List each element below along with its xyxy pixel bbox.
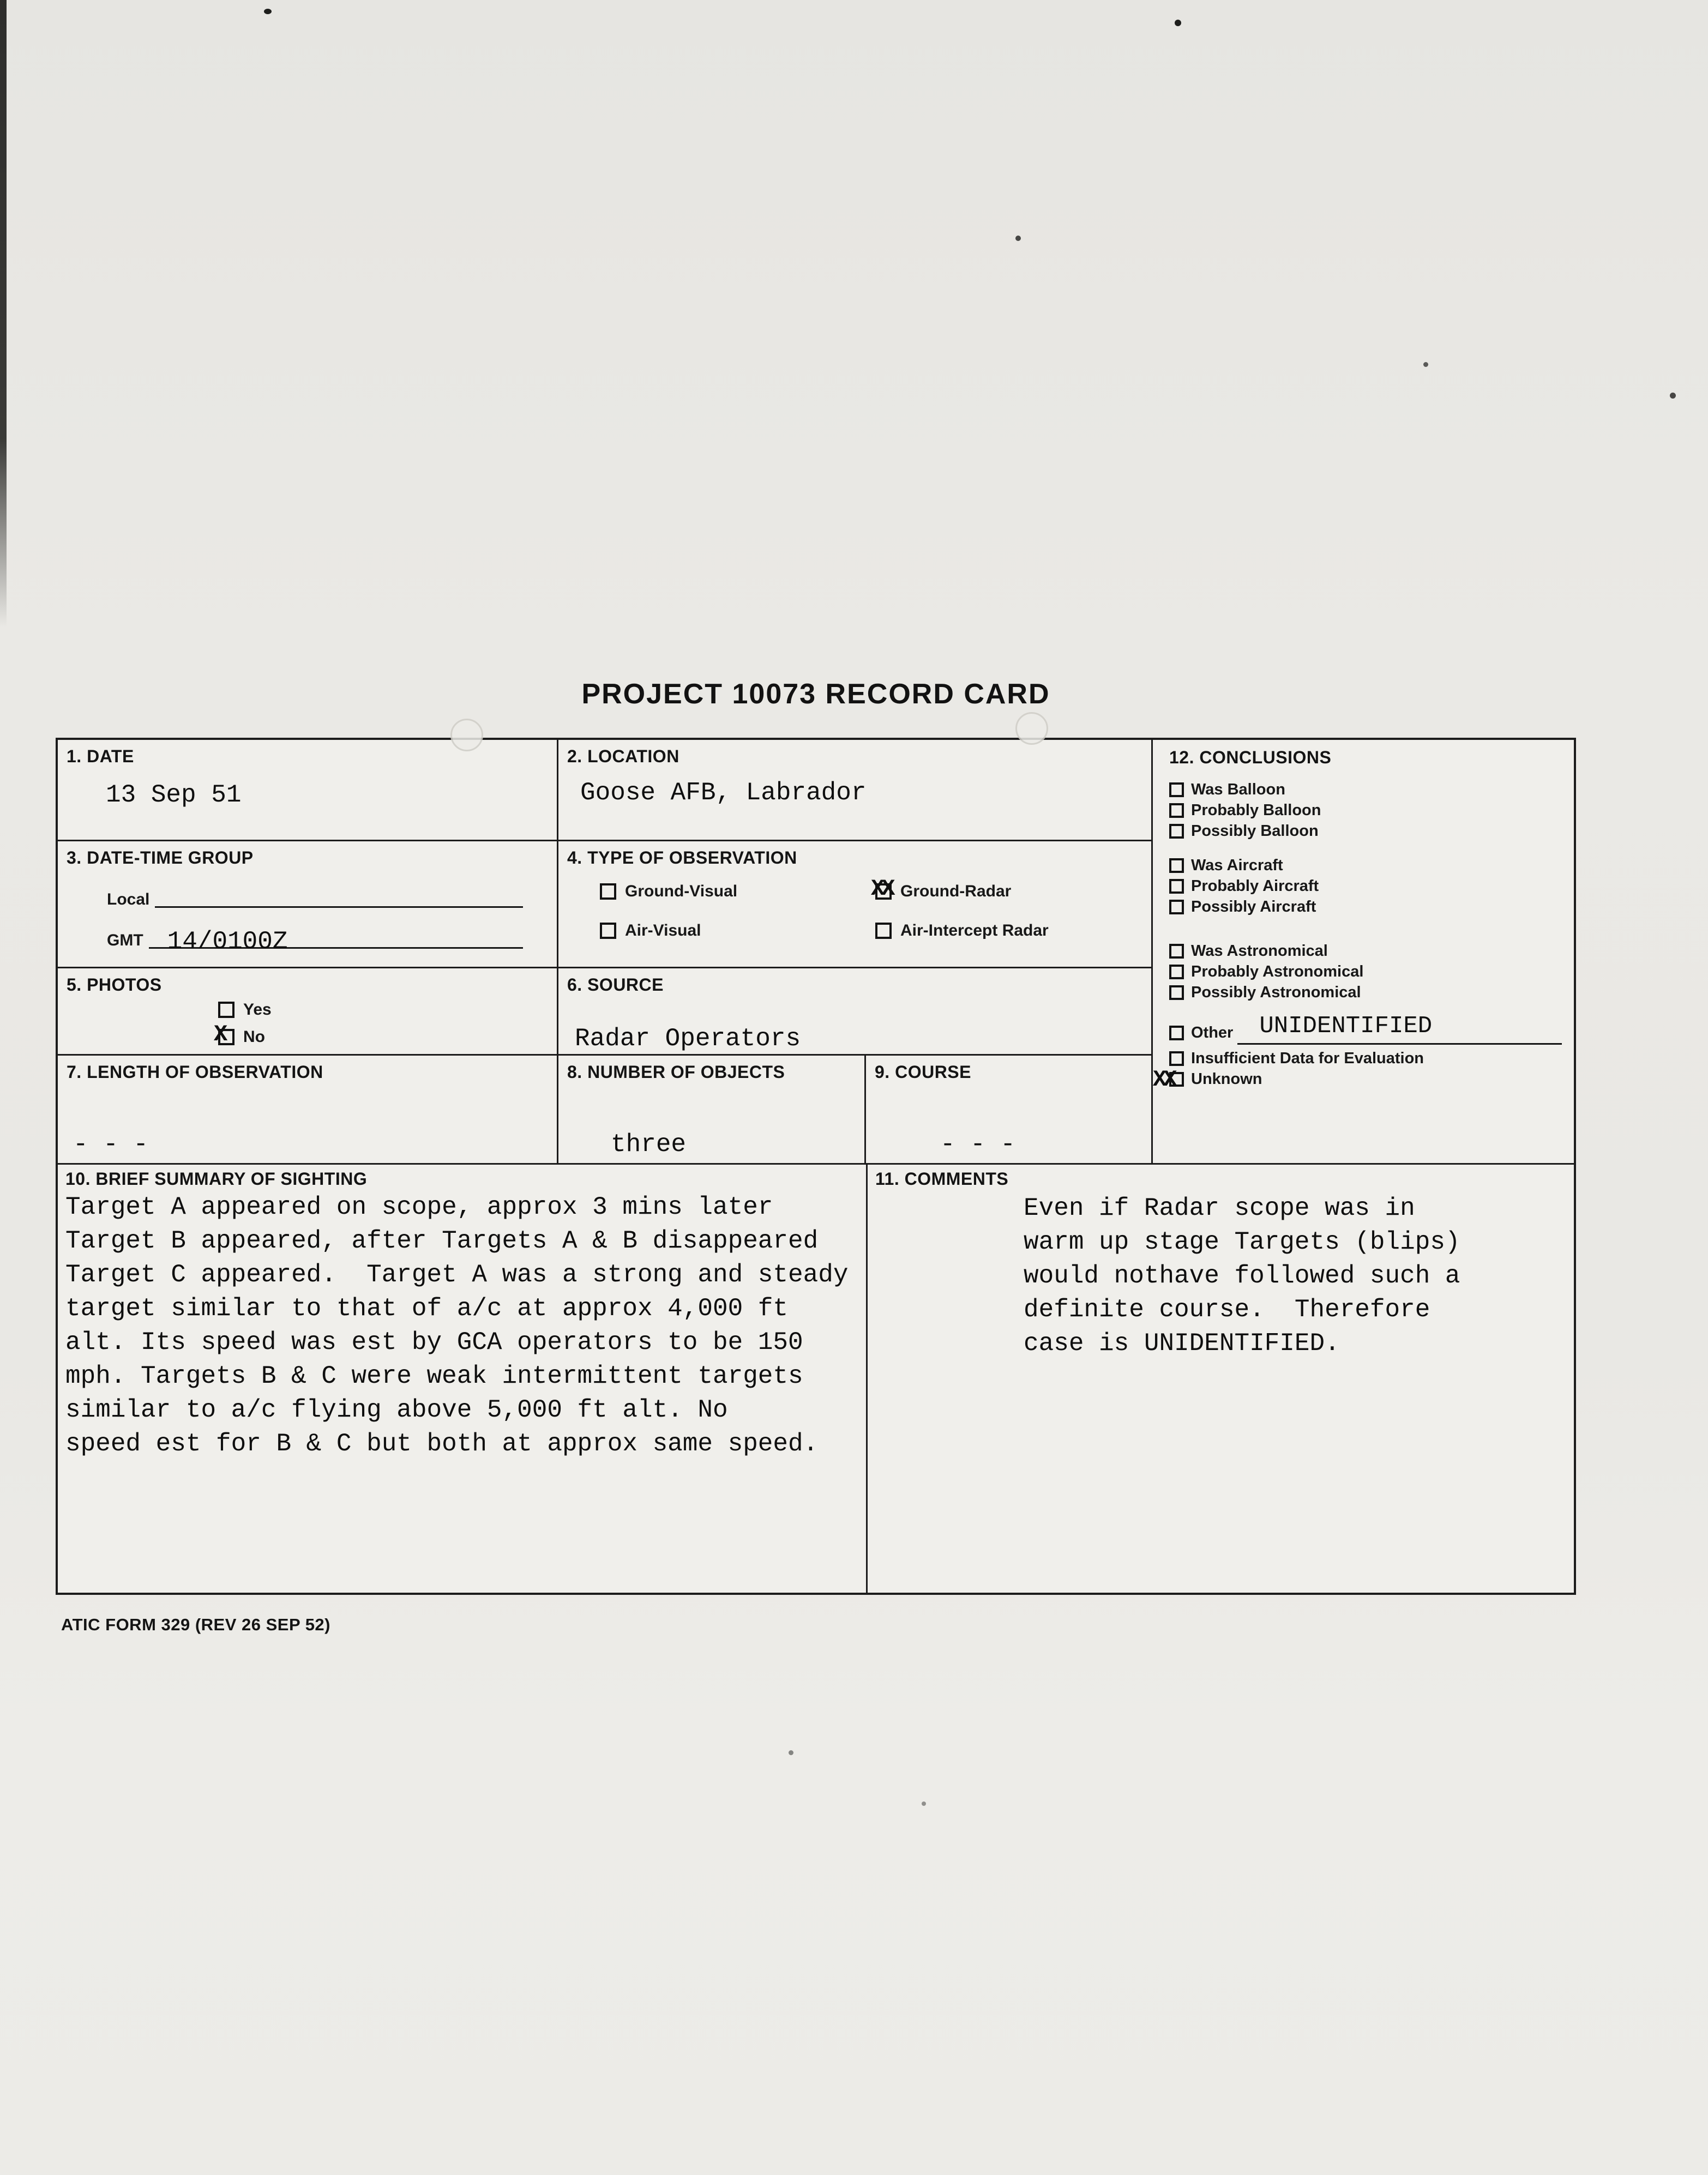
comments-label: 11. COMMENTS	[875, 1169, 1009, 1189]
option-photos-no	[214, 1021, 548, 1047]
length-of-observation-value: - - -	[73, 1130, 149, 1159]
checkbox-icon	[1169, 824, 1184, 839]
form-number: ATIC FORM 329 (REV 26 SEP 52)	[61, 1615, 331, 1634]
scan-speck	[1175, 20, 1181, 26]
checkbox-icon	[1169, 965, 1184, 979]
typed-mark: XX	[871, 876, 892, 902]
source-value: Radar Operators	[575, 1025, 801, 1053]
gmt-value: 14/0100Z	[167, 927, 288, 956]
scan-speck	[1015, 236, 1021, 241]
gmt-blank-line	[149, 925, 523, 956]
conclusion-label: Possibly Astronomical	[1191, 984, 1361, 1001]
field-date	[58, 740, 558, 841]
conclusions-aircraft-group	[1169, 857, 1564, 916]
conclusion-item	[1169, 877, 1564, 895]
checkbox-icon	[600, 923, 616, 939]
course-label: 9. COURSE	[875, 1062, 971, 1082]
summary-line: similar to a/c flying above 5,000 ft alt. No	[65, 1396, 728, 1424]
location-value: Goose AFB, Labrador	[580, 779, 867, 807]
scan-speck	[1670, 393, 1676, 399]
field-brief-summary	[58, 1165, 868, 1593]
scan-speck	[1423, 362, 1428, 367]
field-length-of-observation	[58, 1056, 558, 1163]
record-card	[56, 738, 1576, 1595]
conclusion-item	[1169, 857, 1564, 875]
conclusion-label: Unknown	[1191, 1070, 1262, 1088]
gmt-label: GMT	[107, 931, 143, 949]
type-of-observation-label: 4. TYPE OF OBSERVATION	[567, 848, 797, 867]
length-of-observation-label: 7. LENGTH OF OBSERVATION	[67, 1062, 323, 1082]
row-photos-source	[58, 968, 1151, 1056]
option-photos-yes	[218, 1001, 548, 1019]
comments-line: Even if Radar scope was in	[1024, 1194, 1415, 1222]
summary-line: Target C appeared. Target A was a strong and steady	[65, 1261, 849, 1289]
conclusions-balloon-group	[1169, 781, 1564, 840]
summary-line: target similar to that of a/c at approx 4,000 ft	[65, 1294, 789, 1323]
conclusion-item	[1169, 984, 1564, 1002]
conclusion-label: Was Balloon	[1191, 781, 1285, 798]
field-date-time-group	[58, 841, 558, 968]
scan-speck	[789, 1750, 793, 1755]
checkbox-icon	[218, 1002, 234, 1018]
conclusion-item-other	[1169, 1013, 1564, 1047]
conclusion-item	[1169, 898, 1564, 916]
number-of-objects-value: three	[611, 1130, 687, 1159]
checkbox-icon	[1169, 985, 1184, 1000]
observation-options-row-1	[600, 876, 1142, 902]
checkbox-icon	[1169, 944, 1184, 959]
punch-hole	[450, 719, 483, 751]
conclusion-item	[1169, 802, 1564, 820]
field-location	[558, 740, 1151, 841]
photos-label: 5. PHOTOS	[67, 975, 162, 995]
option-air-intercept-radar	[875, 921, 1049, 940]
source-label: 6. SOURCE	[567, 975, 664, 995]
field-source	[558, 968, 1151, 1056]
summary-line: alt. Its speed was est by GCA operators to be 150	[65, 1328, 803, 1357]
conclusion-item-unknown	[1153, 1067, 1564, 1093]
course-value: - - -	[940, 1130, 1016, 1159]
brief-summary-label: 10. BRIEF SUMMARY OF SIGHTING	[65, 1169, 368, 1189]
field-course	[866, 1056, 1151, 1163]
option-label: Yes	[243, 1001, 272, 1019]
checkbox-icon	[1169, 1026, 1184, 1040]
conclusion-item	[1169, 781, 1564, 799]
conclusion-label: Probably Balloon	[1191, 802, 1321, 819]
date-value: 13 Sep 51	[106, 781, 242, 809]
comments-line: would nothave followed such a	[1024, 1262, 1460, 1290]
option-label: No	[243, 1028, 265, 1046]
option-ground-visual	[600, 882, 875, 901]
conclusion-label: Possibly Balloon	[1191, 822, 1319, 840]
gmt-time-line	[107, 925, 548, 956]
option-label: Air-Visual	[625, 921, 701, 939]
option-label: Ground-Visual	[625, 882, 738, 900]
summary-line: Target B appeared, after Targets A & B disappeared	[65, 1227, 819, 1255]
card-lower-section	[58, 1165, 1574, 1593]
conclusion-label: Possibly Aircraft	[1191, 898, 1316, 915]
checkbox-icon	[214, 1021, 234, 1047]
conclusions-label: 12. CONCLUSIONS	[1169, 748, 1332, 767]
row-date-location	[58, 740, 1151, 841]
row-dtg-observation	[58, 841, 1151, 968]
other-value: UNIDENTIFIED	[1259, 1013, 1433, 1040]
card-upper-section	[58, 740, 1574, 1165]
row-length-number-course	[58, 1056, 1151, 1163]
date-time-group-label: 3. DATE-TIME GROUP	[67, 848, 254, 867]
field-type-of-observation	[558, 841, 1151, 968]
conclusions-other-group	[1153, 1013, 1564, 1093]
conclusion-item	[1169, 822, 1564, 840]
option-ground-radar	[871, 876, 1012, 902]
checkbox-icon	[1169, 803, 1184, 818]
conclusion-label: Was Aircraft	[1191, 857, 1283, 874]
conclusion-item	[1169, 963, 1564, 981]
field-number-of-objects	[558, 1056, 866, 1163]
photos-options	[214, 1001, 548, 1047]
comments-line: warm up stage Targets (blips)	[1024, 1228, 1460, 1256]
local-label: Local	[107, 890, 150, 908]
checkbox-icon	[1169, 858, 1184, 873]
option-air-visual	[600, 921, 875, 940]
conclusion-item	[1169, 942, 1564, 960]
checkbox-icon	[875, 923, 892, 939]
summary-line: mph. Targets B & C were weak intermittent targets	[65, 1362, 803, 1390]
scan-edge-artifact	[0, 0, 7, 627]
option-label: Air-Intercept Radar	[900, 921, 1049, 939]
field-comments	[868, 1165, 1574, 1593]
conclusions-astronomical-group	[1169, 942, 1564, 1002]
punch-hole	[1015, 712, 1048, 745]
other-blank-line	[1237, 1013, 1562, 1045]
scan-speck	[922, 1802, 926, 1806]
conclusion-label: Insufficient Data for Evaluation	[1191, 1050, 1424, 1067]
card-fields-grid	[58, 740, 1153, 1163]
conclusion-item	[1169, 1050, 1564, 1068]
checkbox-icon	[871, 876, 892, 902]
field-photos	[58, 968, 558, 1056]
local-blank-line	[155, 884, 523, 908]
checkbox-icon	[1169, 1051, 1184, 1066]
summary-line: speed est for B & C but both at approx same speed.	[65, 1430, 819, 1458]
comments-text	[875, 1191, 1566, 1360]
checkbox-icon	[1169, 900, 1184, 914]
comments-line: definite course. Therefore	[1024, 1296, 1430, 1324]
scan-speck	[264, 9, 272, 14]
checkbox-icon	[600, 883, 616, 900]
date-label: 1. DATE	[67, 746, 134, 766]
comments-line: case is UNIDENTIFIED.	[1024, 1329, 1340, 1358]
conclusion-label: Was Astronomical	[1191, 942, 1328, 960]
checkbox-icon	[1153, 1067, 1184, 1093]
conclusion-label: Probably Aircraft	[1191, 877, 1319, 895]
summary-line: Target A appeared on scope, approx 3 mins later	[65, 1193, 773, 1221]
observation-options	[600, 876, 1142, 940]
conclusion-label: Other	[1191, 1024, 1234, 1041]
typed-mark: X	[214, 1021, 225, 1047]
checkbox-icon	[1169, 879, 1184, 894]
conclusion-label: Probably Astronomical	[1191, 963, 1364, 980]
typed-mark: XX	[1153, 1067, 1174, 1093]
location-label: 2. LOCATION	[567, 746, 679, 766]
field-conclusions	[1153, 740, 1574, 1163]
brief-summary-text	[65, 1190, 858, 1461]
observation-options-row-2	[600, 921, 1142, 940]
local-time-line	[107, 884, 548, 909]
number-of-objects-label: 8. NUMBER OF OBJECTS	[567, 1062, 785, 1082]
checkbox-icon	[1169, 782, 1184, 797]
option-label: Ground-Radar	[900, 882, 1012, 900]
page-title: PROJECT 10073 RECORD CARD	[581, 678, 1050, 710]
